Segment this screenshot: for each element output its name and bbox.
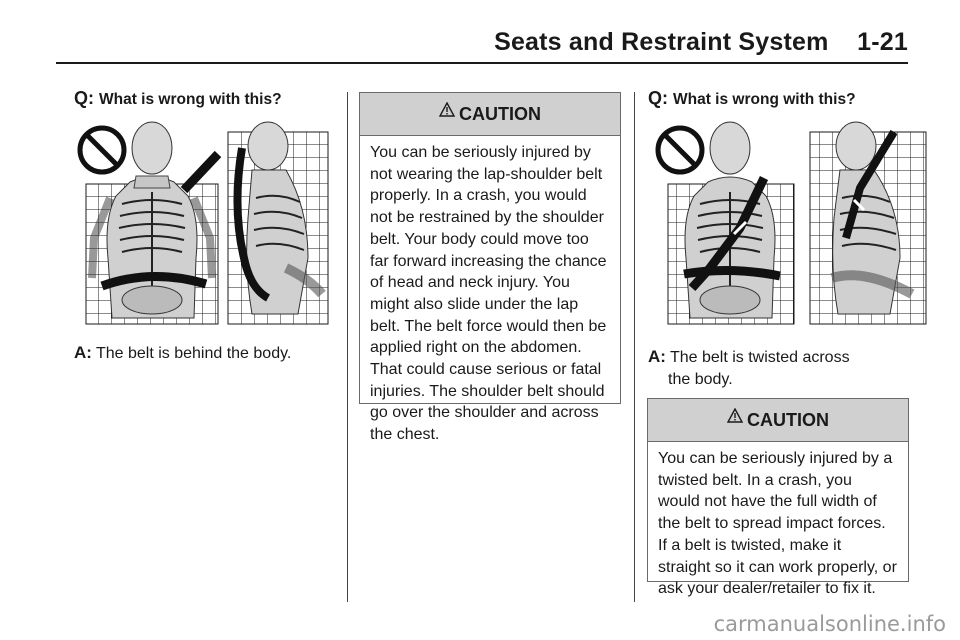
page-title: Seats and Restraint System 1-21 [494, 28, 908, 56]
column-divider-left [347, 92, 348, 602]
caution-box-improper-belt [359, 92, 621, 444]
answer-label: A: [648, 347, 666, 366]
belt-behind-body-illustration [72, 118, 330, 328]
answer-text: The belt is behind the body. [95, 345, 292, 362]
answer-text-line2: the body. [668, 371, 733, 388]
caution-box-twisted-belt [647, 398, 909, 598]
column-divider-right [634, 92, 635, 602]
answer-label: A: [74, 343, 92, 362]
caution-header [648, 399, 908, 442]
question-label: Q: [74, 88, 94, 108]
prohibition-icon [658, 128, 702, 172]
prohibition-icon [80, 128, 124, 172]
answer-text-line1: The belt is twisted across [669, 349, 850, 366]
right-question [648, 88, 856, 109]
twisted-belt-illustration [650, 118, 928, 330]
caution-text: You can be seriously injured by not wearing the lap-shoulder belt properly. In a crash, you would not be restrained by the shoulder belt. Your body could move too far forward increasing the chance of head and neck injury. You might also slide under the lap belt. The belt force would then be applied right on the abdomen. That could cause serious or fatal injuries. The shoulder belt should go over the shoulder and across the chest. [370, 144, 607, 444]
caution-header [360, 93, 620, 136]
caution-title: CAUTION [459, 103, 541, 124]
caution-text: You can be seriously injured by a twisted belt. In a crash, you would not have the full width of the belt to spread impact forces. If a belt is twisted, make it straight so it can work properly, or ask your dealer/retailer to fix it. [658, 450, 897, 598]
warning-icon [727, 408, 743, 424]
caution-body [360, 136, 620, 454]
question-text: What is wrong with this? [673, 91, 856, 108]
left-answer [74, 342, 334, 365]
warning-icon [439, 102, 455, 118]
site-watermark: carmanualsonline.info [713, 612, 946, 636]
question-text: What is wrong with this? [99, 91, 282, 108]
caution-body [648, 442, 908, 608]
left-question [74, 88, 282, 109]
right-answer [648, 346, 918, 391]
question-label: Q: [648, 88, 668, 108]
header-rule [56, 62, 908, 64]
caution-title: CAUTION [747, 409, 829, 430]
